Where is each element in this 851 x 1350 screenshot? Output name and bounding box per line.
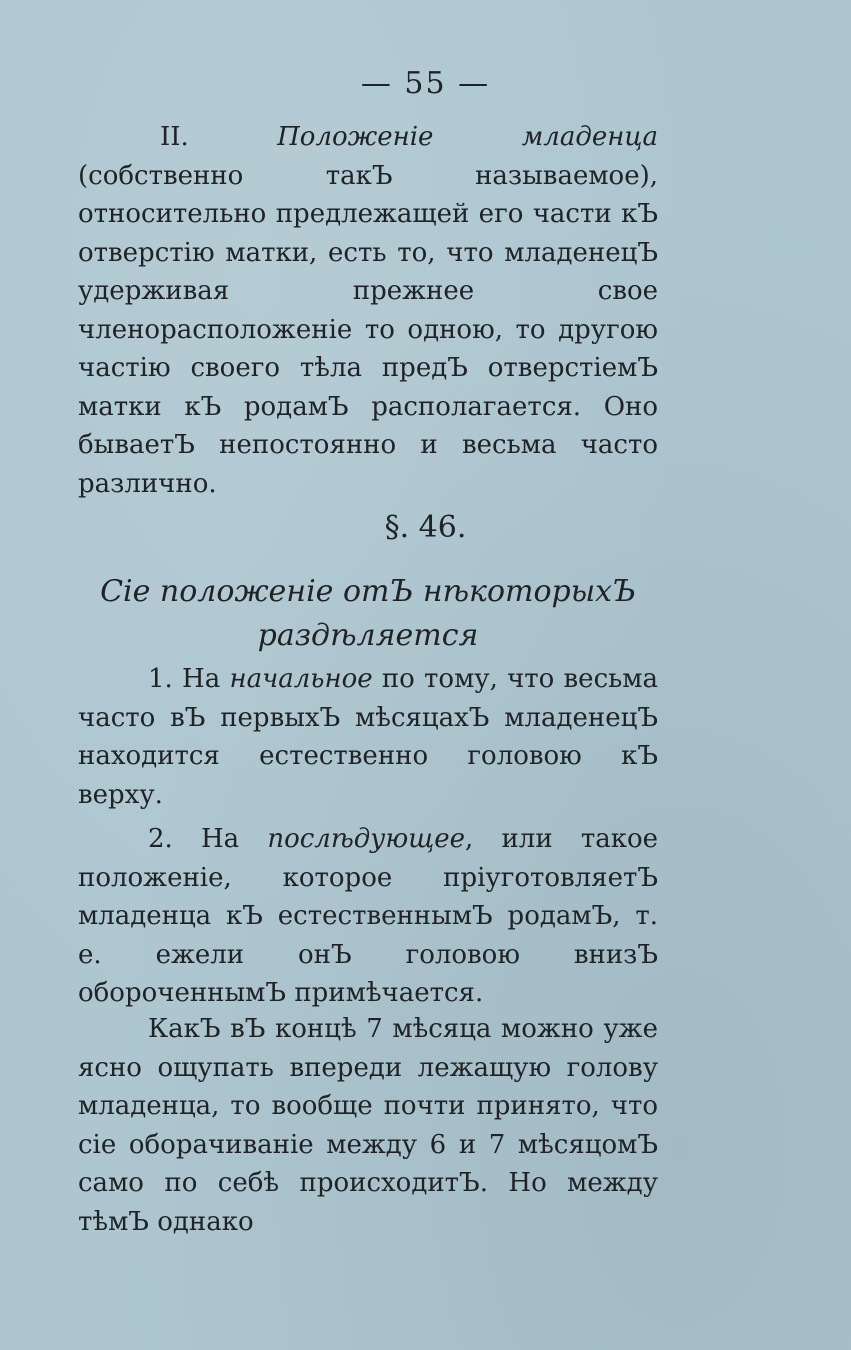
page-number: — 55 — (360, 66, 491, 101)
list-item-prefix: 1. На (148, 664, 230, 694)
list-item-initial (78, 660, 658, 814)
paragraph-body (78, 118, 658, 503)
list-item-prefix: 2. На (148, 824, 268, 854)
paragraph-text: (собственно такЪ называемое), относительно предлежащей его части кЪ отверстiю матки, есть то, что младенецЪ удерживая прежнее свое членорасположенie то одною, то другою частiю своего тѣла предЪ отверстiемЪ матки кЪ родамЪ располагается. Оно бываетЪ непостоянно и весьма часто различно. (78, 160, 658, 499)
section-heading: Сie положенie отЪ нѣкоторыхЪ раздѣляется (100, 574, 636, 653)
italic-term: начальное (229, 664, 373, 694)
paragraph-position-definition (78, 118, 658, 503)
list-item-text: , или такое положенie, которое прiуготовляетЪ младенца кЪ естественнымЪ родамЪ, т. е. ежели онЪ головою внизЪ обороченнымЪ примѣчается. (78, 824, 658, 1008)
paragraph-turning (78, 1010, 658, 1241)
section-number: §. 46. (384, 510, 467, 545)
list-item-text: по тому, что весьма часто вЪ первыхЪ мѣсяцахЪ младенецЪ находится естественно головою кЪ верху. (78, 664, 659, 810)
paragraph-text: КакЪ вЪ концѣ 7 мѣсяца можно уже ясно ощупать впереди лежащую голову младенца, то вообще почти принято, что сie оборачиванie между 6 и 7 мѣсяцомЪ само по себѣ происходитЪ. Но между тѣмЪ однако (78, 1014, 658, 1237)
list-item-subsequent (78, 820, 658, 1013)
italic-term: послѣдующее (267, 824, 466, 854)
list-item-body (78, 660, 658, 814)
roman-numeral: II. (160, 122, 278, 152)
italic-term: Положенie младенца (277, 122, 658, 152)
list-item-body (78, 820, 658, 1013)
